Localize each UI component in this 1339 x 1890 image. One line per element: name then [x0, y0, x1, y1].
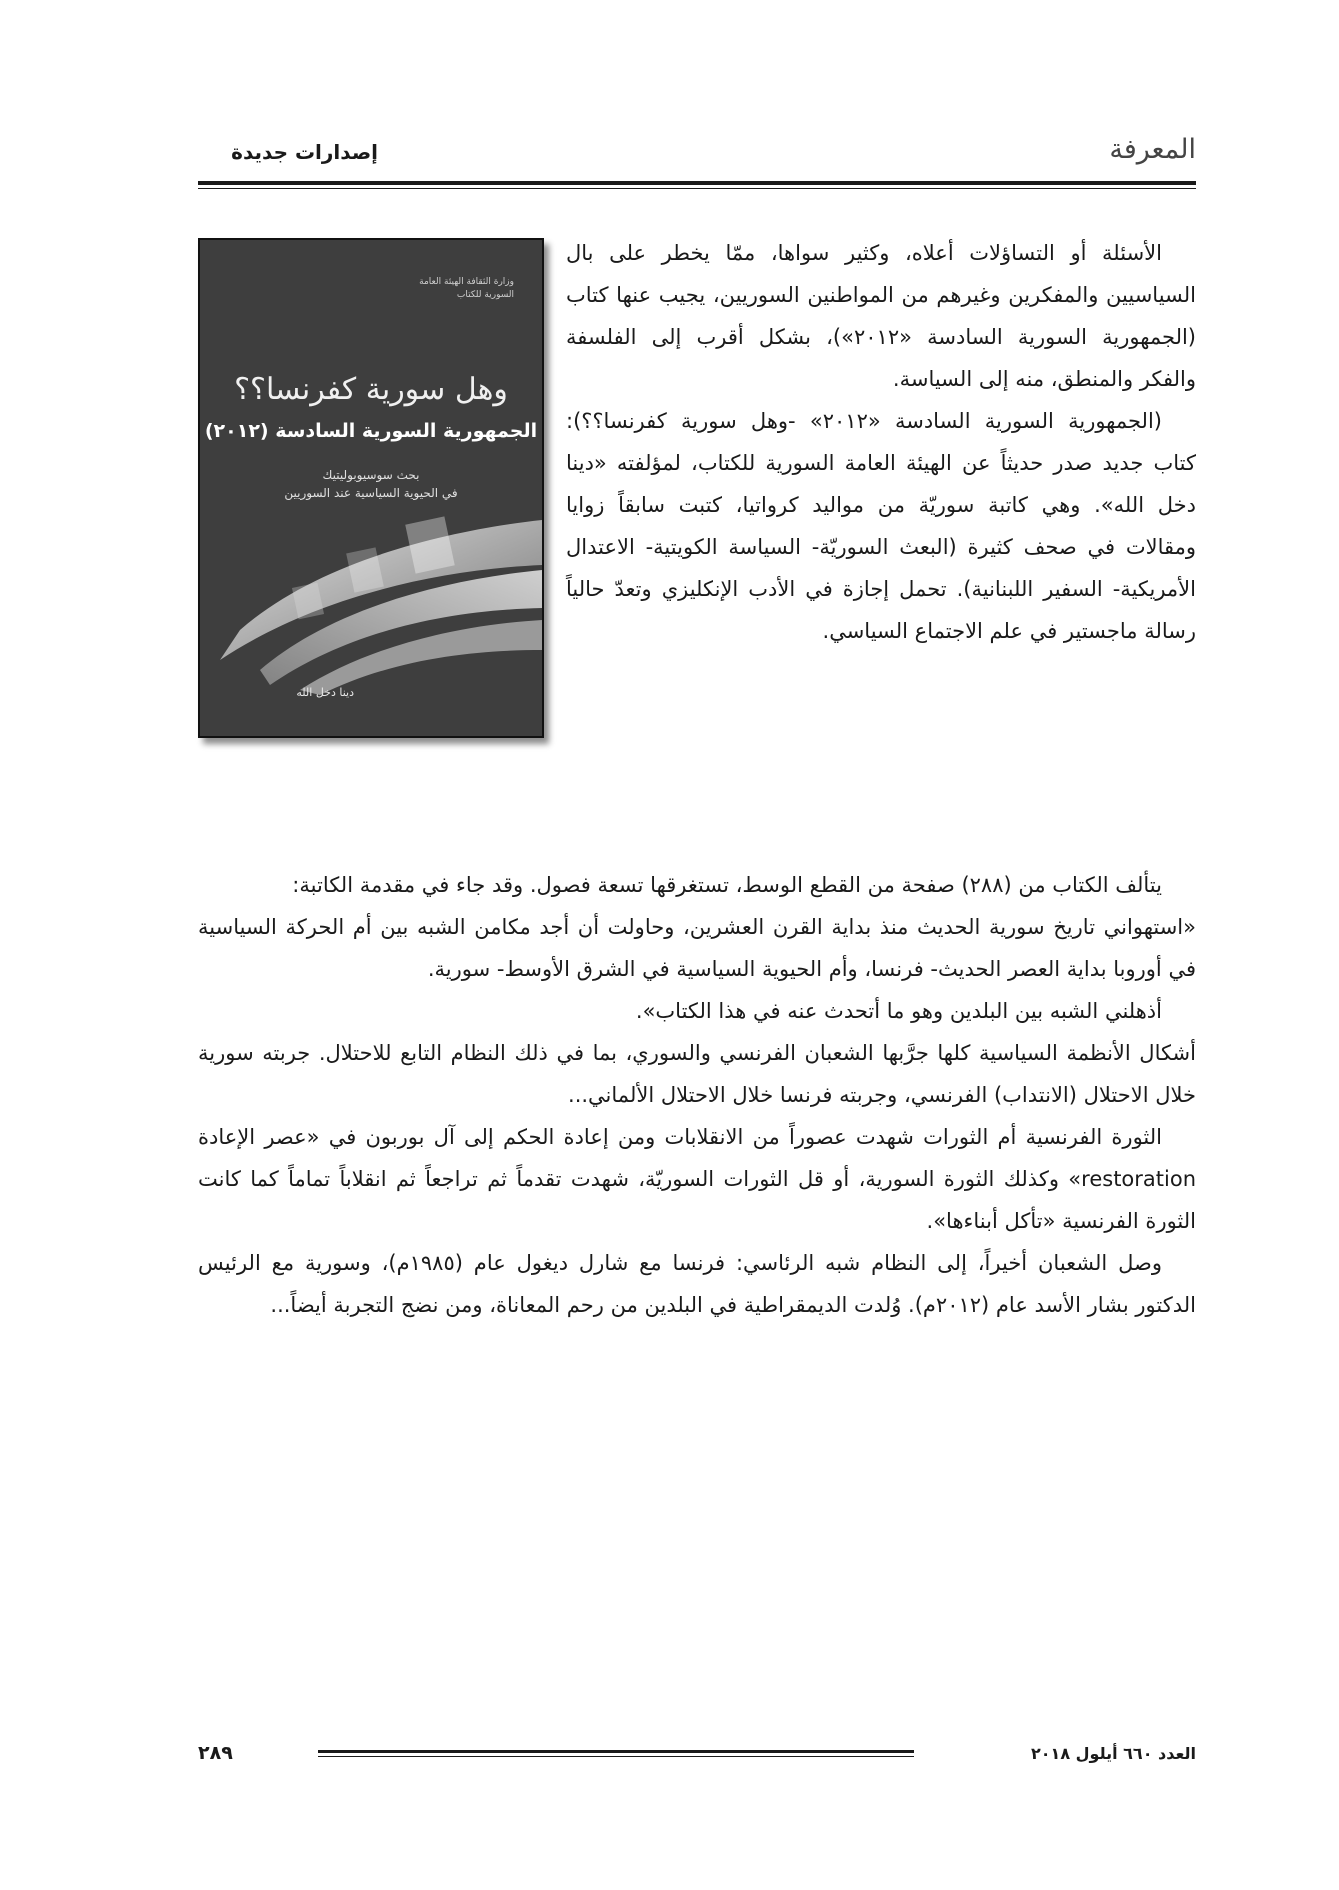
section-title: إصدارات جديدة	[231, 140, 378, 164]
paragraph: وصل الشعبان أخيراً، إلى النظام شبه الرئاسي: فرنسا مع شارل ديغول عام (١٩٨٥م)، وسورية مع الرئيس الدكتور بشار الأسد عام (٢٠١٢م). وُلدت الديمقراطية في البلدين من رحم المعاناة، ومن نضج التجربة أيضاً...	[198, 1251, 1196, 1317]
cover-subtitle-2: في الحيوية السياسية عند السوريين	[284, 486, 458, 500]
issue-info: العدد ٦٦٠ أيلول ٢٠١٨	[1031, 1744, 1196, 1763]
paragraph: الثورة الفرنسية أم الثورات شهدت عصوراً من الانقلابات ومن إعادة الحكم إلى آل بوربون في «عصر الإعادة restoration» وكذلك الثورة السورية، أو قل الثورات السوريّة، شهدت تقدماً ثم تراجعاً ثم انقلاباً تماماً كما كانت الثورة الفرنسية «تأكل أبناءها».	[198, 1125, 1196, 1233]
footer-rule-thin	[318, 1756, 914, 1757]
cover-subtitle-1: بحث سوسيوبوليتيك	[322, 468, 420, 482]
paragraph: (الجمهورية السورية السادسة «٢٠١٢» -وهل سورية كفرنسا؟؟): كتاب جديد صدر حديثاً عن الهيئة العامة السورية للكتاب، لمؤلفته «دينا دخل الله». وهي كاتبة سوريّة من مواليد كرواتيا، كتبت سابقاً زوايا ومقالات في صحف كثيرة (البعث السوريّة- السياسة الكويتية- الاعتدال الأمريكية- السفير اللبنانية). تحمل إجازة في الأدب الإنكليزي وتعدّ حالياً رسالة ماجستير في علم الاجتماع السياسي.	[566, 409, 1196, 643]
cover-subtitle-main: الجمهورية السورية السادسة (٢٠١٢)	[204, 420, 538, 442]
cover-artwork	[200, 510, 542, 736]
paragraph: «استهواني تاريخ سورية الحديث منذ بداية القرن العشرين، وحاولت أن أجد مكامن الشبه بين أم الحركة السياسية في أوروبا بداية العصر الحديث- فرنسا، وأم الحيوية السياسية في الشرق الأوسط- سورية.	[198, 915, 1196, 981]
paragraph: أذهلني الشبه بين البلدين وهو ما أتحدث عنه في هذا الكتاب».	[635, 999, 1162, 1023]
intro-text	[566, 232, 1196, 652]
paragraph: أشكال الأنظمة السياسية كلها جرَّبها الشعبان الفرنسي والسوري، بما في ذلك النظام التابع للاحتلال. جربته سورية خلال الاحتلال (الانتداب) الفرنسي، وجربته فرنسا خلال الاحتلال الألماني...	[198, 1041, 1196, 1107]
cover-author: دينا دخل الله	[296, 686, 354, 699]
header-rule	[198, 181, 1196, 185]
paragraph: يتألف الكتاب من (٢٨٨) صفحة من القطع الوسط، تستغرقها تسعة فصول. وقد جاء في مقدمة الكاتبة:	[292, 873, 1162, 897]
page-number: ٢٨٩	[198, 1742, 233, 1764]
book-cover	[198, 238, 544, 738]
cover-title: وهل سورية كفرنسا؟؟	[234, 372, 508, 407]
cover-publisher: وزارة الثقافة الهيئة العامة السورية للكتاب	[419, 277, 514, 300]
header-rule-thin	[198, 188, 1196, 189]
main-text	[198, 864, 1196, 1326]
paragraph: الأسئلة أو التساؤلات أعلاه، وكثير سواها، ممّا يخطر على بال السياسيين والمفكرين وغيرهم من المواطنين السوريين، يجيب عنها كتاب (الجمهورية السورية السادسة «٢٠١٢»)، بشكل أقرب إلى الفلسفة والفكر والمنطق، منه إلى السياسة.	[566, 241, 1196, 391]
footer-rule	[318, 1750, 914, 1753]
magazine-logo: المعرفة	[1109, 134, 1196, 165]
